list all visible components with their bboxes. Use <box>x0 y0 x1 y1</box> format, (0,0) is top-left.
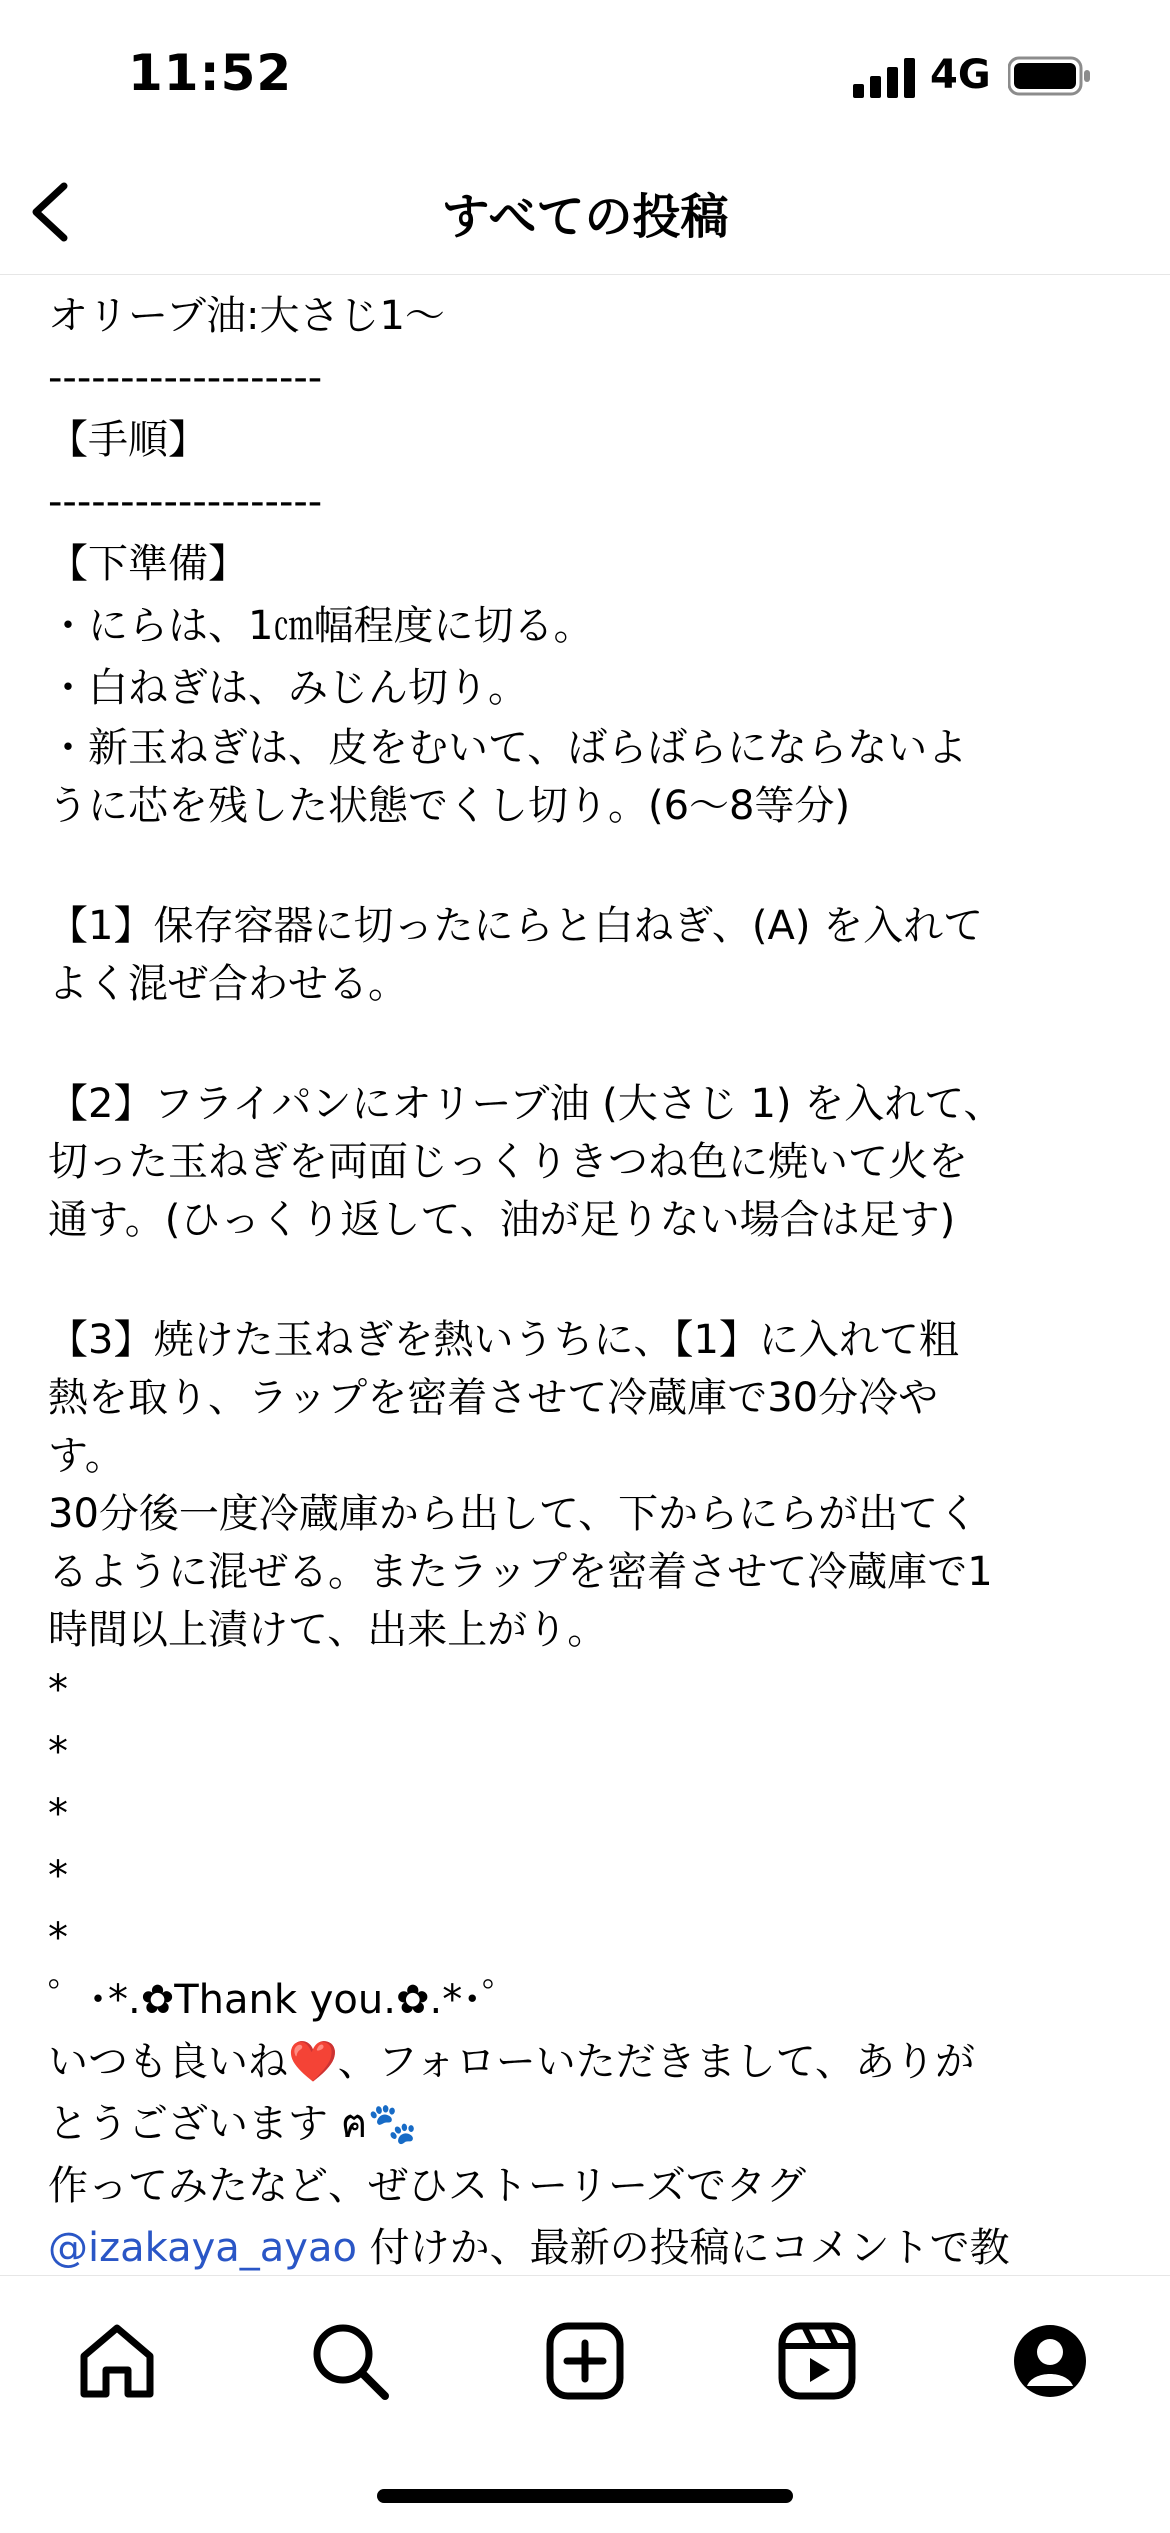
mention-link[interactable]: @izakaya_ayao <box>48 2225 357 2271</box>
battery-icon <box>1008 56 1092 96</box>
caption-line: * <box>48 1667 68 1713</box>
caption-line <box>48 1013 1128 1075</box>
post-caption <box>0 275 1170 2275</box>
caption-line <box>48 1249 1128 1311</box>
caption-line: るように混ぜる。またラップを密着させて冷蔵庫で1 <box>48 1549 993 1595</box>
caption-line: ・白ねぎは、みじん切り。 <box>48 665 528 711</box>
caption-line: ・新玉ねぎは、皮をむいて、ばらばらにならないよ <box>48 725 968 771</box>
caption-line: うに芯を残した状態でくし切り。(6〜8等分) <box>48 783 851 829</box>
caption-line: 熱を取り、ラップを密着させて冷蔵庫で30分冷や <box>48 1375 939 1421</box>
nav-bar <box>0 150 1170 275</box>
home-icon[interactable] <box>72 2316 162 2406</box>
caption-line: * <box>48 1915 68 1961</box>
caption-line: 30分後一度冷蔵庫から出して、下からにらが出てく <box>48 1491 979 1537</box>
caption-line-last <box>48 2217 1128 2275</box>
caption-text: 付けか、最新の投稿にコメントで教 <box>356 2225 1010 2271</box>
status-bar <box>0 0 1170 150</box>
caption-line: いつも良いね❤️、フォローいただきまして、ありが <box>48 2039 976 2085</box>
caption-line: ------------------- <box>48 355 323 401</box>
caption-line: * <box>48 1853 68 1899</box>
caption-line: 切った玉ねぎを両面じっくりきつね色に焼いて火を <box>48 1139 968 1185</box>
caption-line: 作ってみたなど、ぜひストーリーズでタグ <box>48 2163 806 2209</box>
caption-line <box>48 835 1128 897</box>
create-icon[interactable] <box>540 2316 630 2406</box>
caption-line: ・にらは、1㎝幅程度に切る。 <box>48 603 594 649</box>
caption-line: 【1】保存容器に切ったにらと白ねぎ、(A) を入れて <box>48 903 984 949</box>
caption-line: オリーブ油:大さじ1〜 <box>48 293 445 339</box>
caption-line: 【2】フライパンにオリーブ油 (大さじ 1) を入れて、 <box>48 1081 1004 1127</box>
search-icon[interactable] <box>305 2316 395 2406</box>
caption-line: 【3】焼けた玉ねぎを熱いうちに、【1】に入れて粗 <box>48 1317 959 1363</box>
network-type: 4G <box>930 52 991 98</box>
caption-line: 時間以上漬けて、出来上がり。 <box>48 1607 608 1653</box>
caption-line: とうございます ฅ🐾 <box>48 2101 418 2147</box>
caption-line: よく混ぜ合わせる。 <box>48 961 408 1007</box>
caption-line: 通す。(ひっくり返して、油が足りない場合は足す) <box>48 1197 956 1243</box>
caption-line: ゜･*.✿Thank you.✿.*･゜ <box>48 1977 523 2023</box>
profile-icon[interactable] <box>1005 2316 1095 2406</box>
caption-lines <box>48 285 1128 2275</box>
caption-line: * <box>48 1791 68 1837</box>
caption-line: ------------------- <box>48 479 323 525</box>
page-title: すべての投稿 <box>441 189 729 245</box>
caption-line: 【手順】 <box>48 417 208 463</box>
signal-icon <box>853 58 917 98</box>
caption-line: す。 <box>48 1433 125 1479</box>
reels-icon[interactable] <box>772 2316 862 2406</box>
caption-line: * <box>48 1729 68 1775</box>
home-indicator[interactable] <box>377 2489 793 2503</box>
caption-line: 【下準備】 <box>48 541 248 587</box>
status-time: 11:52 <box>128 44 293 102</box>
